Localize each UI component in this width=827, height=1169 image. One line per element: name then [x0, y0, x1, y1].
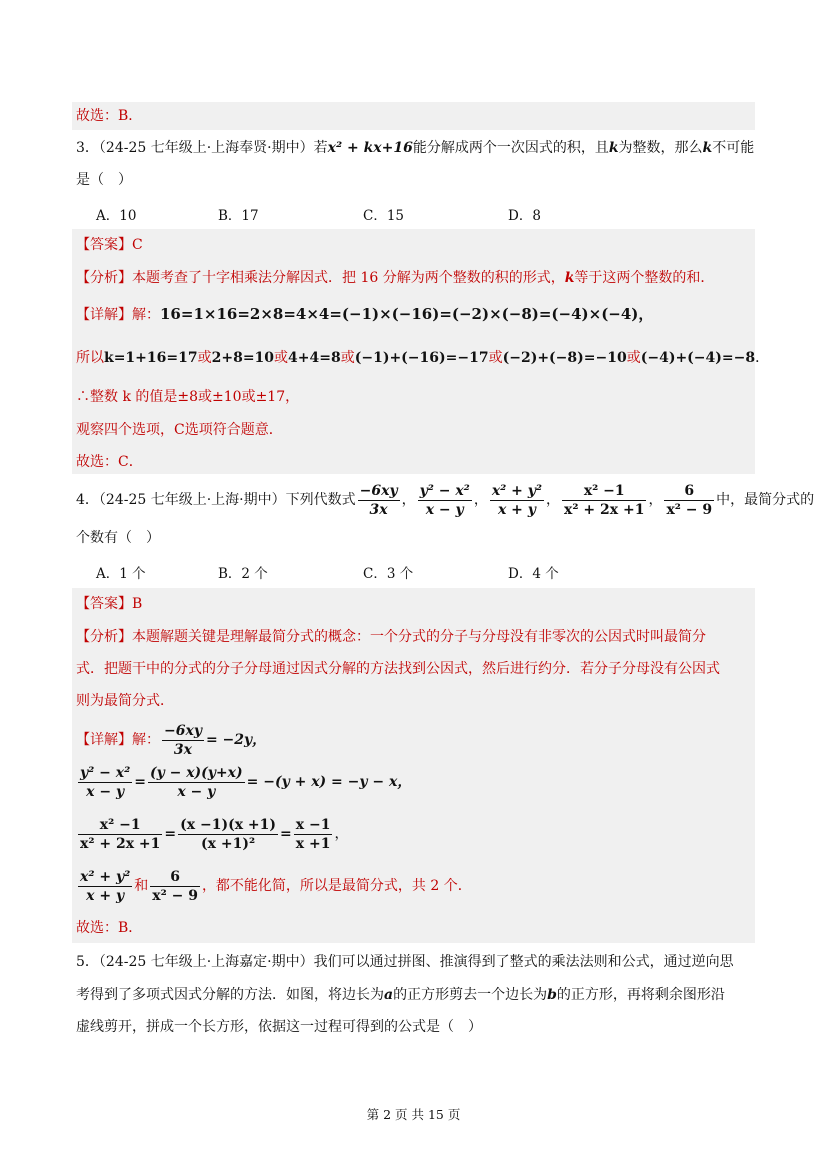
q5-stem-line3: 虚线剪开，拼成一个长方形，依据这一过程可得到的公式是（ ） — [76, 1019, 482, 1035]
q4-fraction-3: $\frac{\text{x² + y²}}{x + y}$ — [491, 482, 543, 518]
q4-detail-line1: 【详解】解： $\frac{-6xy}{3x}$ = −2y， — [76, 722, 267, 758]
q3-final: 故选：C． — [76, 454, 143, 470]
q4-option-d: D．4 个 — [508, 566, 559, 582]
q3-detail-equation: 16=1×16=2×8=4×4=(−1)×(−16)=(−2)×(−8)=(−4)×(−4)， — [160, 305, 654, 323]
prev-final-answer: 故选：B． — [76, 108, 143, 124]
q3-option-b: B．17 — [218, 208, 259, 224]
q3-stem-line1: 3．（24-25 七年级上·上海奉贤·期中）若x² + kx+16能分解成两个一次因式的积，且k为整数，那么k不可能 — [76, 140, 755, 156]
q3-option-a: A．10 — [96, 208, 137, 224]
q3-option-c: C．15 — [363, 208, 405, 224]
q4-option-b: B．2 个 — [218, 566, 268, 582]
q4-detail-line4: $\frac{\text{x² + y²}}{x + y}$ 和 $\frac{6}{\text{x² − 9}}$ ，都不能化简，所以是最简分式，共 2 个． — [80, 868, 472, 904]
q4-fraction-1: $\frac{-6xy}{3x}$ — [359, 482, 398, 518]
q4-fraction-4: $\frac{\text{x² −1}}{\text{x² + 2x +1}}$ — [564, 482, 645, 518]
q4-analysis-line2: 式．把题干中的分式的分子分母通过因式分解的方法找到公因式，然后进行约分．若分子分母没有公因式 — [76, 661, 720, 677]
q4-option-c: C．3 个 — [363, 566, 414, 582]
q4-detail-line2: $\frac{\text{y² − x²}}{x - y}$ = $\frac{(y - x)(y+x)}{x - y}$ = −(y + x) = −y − x， — [80, 764, 412, 800]
q4-stem-line1: 4．（24-25 七年级上·上海·期中）下列代数式 $\frac{-6xy}{3x}$ ， $\frac{\text{y² − x²}}{x - y}$ ， $\frac{\text{x² + y²}}{x + y}$ ， $\frac{\text{x² −1}}{\text{x² + 2x +1}}$ ， $\frac{6}{\text{x² − 9}}$ 中，最简分式的 — [76, 482, 815, 518]
prev-answer-box — [72, 102, 755, 130]
q4-final: 故选：B． — [76, 920, 143, 936]
q4-option-a: A．1 个 — [96, 566, 146, 582]
q3-observe: 观察四个选项，C选项符合题意． — [76, 422, 283, 438]
q4-stem-line2: 个数有（ ） — [76, 530, 160, 546]
q3-therefore: ∴整数 k 的值是±8或±10或±17， — [76, 389, 300, 405]
q5-stem-line1: 5．（24-25 七年级上·上海嘉定·期中）我们可以通过拼图、推演得到了整式的乘法法则和公式，通过逆向思 — [76, 954, 734, 970]
q4-detail-line3: $\frac{\text{x² −1}}{\text{x² + 2x +1}}$ = $\frac{(x -1)(x +1)}{\text{(x +1)²}}$ = $\frac{x -1}{x +1}$ ， — [80, 816, 349, 852]
q3-analysis: 【分析】本题考查了十字相乘法分解因式．把 16 分解为两个整数的积的形式，k等于这两个整数的和． — [76, 270, 715, 286]
q3-so-line: 所以k=1+16=17或2+8=10或4+4=8或(−1)+(−16)=−17或(−2)+(−8)=−10或(−4)+(−4)=−8． — [76, 350, 770, 366]
q3-answer: 【答案】C — [76, 237, 143, 253]
q4-fraction-5: $\frac{6}{\text{x² − 9}}$ — [666, 482, 713, 518]
page-footer: 第 2 页 共 15 页 — [366, 1107, 461, 1122]
q5-stem-line2: 考得到了多项式因式分解的方法．如图，将边长为a的正方形剪去一个边长为b的正方形，再将剩余图形沿 — [76, 987, 725, 1003]
q3-option-d: D．8 — [508, 208, 541, 224]
q4-answer: 【答案】B — [76, 596, 143, 612]
q3-expression: x² + kx+16 — [327, 140, 413, 156]
q3-stem-line2: 是（ ） — [76, 172, 132, 188]
q4-fraction-2: $\frac{\text{y² − x²}}{x - y}$ — [419, 482, 470, 518]
q4-analysis-line1: 【分析】本题解题关键是理解最简分式的概念：一个分式的分子与分母没有非零次的公因式时叫最简分 — [76, 629, 706, 645]
q4-analysis-line3: 则为最简分式． — [76, 693, 174, 709]
q3-detail: 【详解】解：16=1×16=2×8=4×4=(−1)×(−16)=(−2)×(−8)=(−4)×(−4)， — [76, 305, 654, 323]
